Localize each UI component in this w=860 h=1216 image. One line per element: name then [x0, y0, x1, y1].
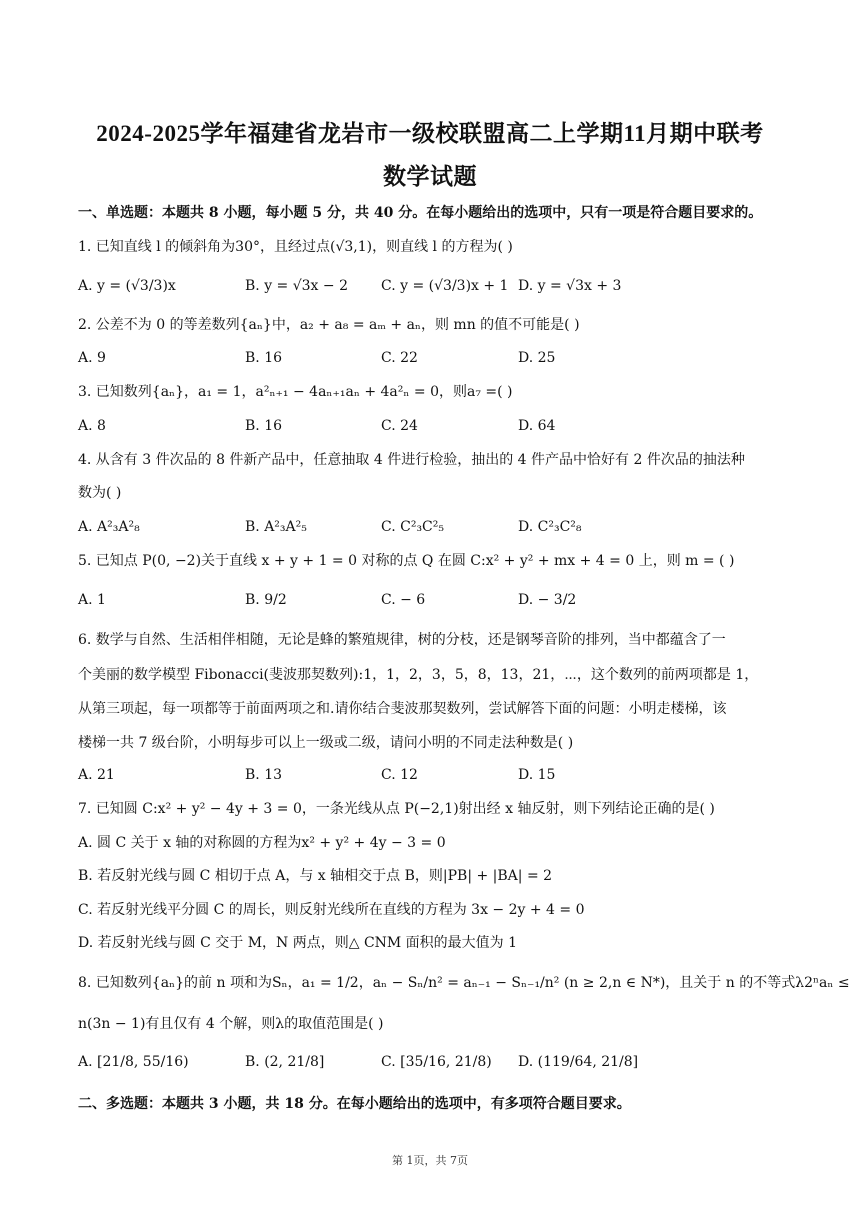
question-1-option-c: C. y = (√3/3)x + 1	[381, 278, 509, 294]
question-8-option-c: C. [35/16, 21/8)	[381, 1054, 492, 1070]
question-3-stem: 3. 已知数列{aₙ}，a₁ = 1，a²ₙ₊₁ − 4aₙ₊₁aₙ + 4a²ₙ = 0，则a₇ =( )	[78, 384, 513, 400]
question-8-option-b: B. (2, 21/8]	[245, 1054, 325, 1070]
question-1-option-d: D. y = √3x + 3	[518, 278, 622, 294]
question-5-option-c: C. − 6	[381, 592, 426, 608]
question-7-option-b: B. 若反射光线与圆 C 相切于点 A，与 x 轴相交于点 B，则|PB| + |BA| = 2	[78, 868, 553, 884]
question-3-option-c: C. 24	[381, 418, 418, 434]
question-4-option-a: A. A²₃A²₈	[78, 519, 140, 535]
question-2-option-c: C. 22	[381, 350, 418, 366]
question-6-option-c: C. 12	[381, 767, 418, 783]
question-5-option-d: D. − 3/2	[518, 592, 577, 608]
question-2-stem: 2. 公差不为 0 的等差数列{aₙ}中，a₂ + a₈ = aₘ + aₙ，则 mn 的值不可能是( )	[78, 317, 580, 333]
question-6-stem-line-1: 6. 数学与自然、生活相伴相随，无论是蜂的繁殖规律，树的分枝，还是钢琴音阶的排列，当中都蕴含了一	[78, 632, 726, 648]
question-4-stem-line-2: 数为( )	[78, 485, 122, 501]
question-1-option-a: A. y = (√3/3)x	[78, 278, 176, 294]
question-5-stem: 5. 已知点 P(0, −2)关于直线 x + y + 1 = 0 对称的点 Q 在圆 C:x² + y² + mx + 4 = 0 上，则 m = ( )	[78, 553, 735, 569]
question-1-option-b: B. y = √3x − 2	[245, 278, 348, 294]
question-2-option-d: D. 25	[518, 350, 556, 366]
page-footer: 第 1页，共 7页	[392, 1154, 468, 1167]
question-8-option-d: D. (119/64, 21/8]	[518, 1054, 639, 1070]
page-subtitle: 数学试题	[383, 164, 477, 189]
question-7-option-d: D. 若反射光线与圆 C 交于 M，N 两点，则△ CNM 面积的最大值为 1	[78, 935, 518, 951]
question-8-stem-line-1: 8. 已知数列{aₙ}的前 n 项和为Sₙ，a₁ = 1/2，aₙ − Sₙ/n² = aₙ₋₁ − Sₙ₋₁/n² (n ≥ 2,n ∈ N*)，且关于 n 的不等式λ2ⁿaₙ ≤	[78, 975, 850, 991]
section-heading-single-choice: 一、单选题：本题共 8 小题，每小题 5 分，共 40 分。在每小题给出的选项中，只有一项是符合题目要求的。	[78, 205, 763, 221]
question-7-option-a: A. 圆 C 关于 x 轴的对称圆的方程为x² + y² + 4y − 3 = 0	[78, 835, 446, 851]
question-4-stem-line-1: 4. 从含有 3 件次品的 8 件新产品中，任意抽取 4 件进行检验，抽出的 4 件产品中恰好有 2 件次品的抽法种	[78, 452, 745, 468]
question-3-option-a: A. 8	[78, 418, 106, 434]
question-2-option-a: A. 9	[78, 350, 106, 366]
question-8-stem-line-2: n(3n − 1)有且仅有 4 个解，则λ的取值范围是( )	[78, 1016, 384, 1032]
question-4-option-b: B. A²₃A²₅	[245, 519, 307, 535]
question-5-option-b: B. 9/2	[245, 592, 287, 608]
question-6-option-a: A. 21	[78, 767, 115, 783]
question-5-option-a: A. 1	[78, 592, 106, 608]
question-3-option-b: B. 16	[245, 418, 283, 434]
question-6-option-b: B. 13	[245, 767, 283, 783]
question-6-stem-line-3: 从第三项起，每一项都等于前面两项之和.请你结合斐波那契数列，尝试解答下面的问题：小明走楼梯，该	[78, 701, 727, 717]
question-7-option-c: C. 若反射光线平分圆 C 的周长，则反射光线所在直线的方程为 3x − 2y + 4 = 0	[78, 902, 585, 918]
page-title: 2024-2025学年福建省龙岩市一级校联盟高二上学期11月期中联考	[96, 121, 764, 146]
question-1-stem: 1. 已知直线 l 的倾斜角为30°，且经过点(√3,1)，则直线 l 的方程为( )	[78, 239, 513, 255]
question-7-stem: 7. 已知圆 C:x² + y² − 4y + 3 = 0，一条光线从点 P(−2,1)射出经 x 轴反射，则下列结论正确的是( )	[78, 801, 715, 817]
question-6-option-d: D. 15	[518, 767, 556, 783]
question-8-option-a: A. [21/8, 55/16)	[78, 1054, 189, 1070]
question-3-option-d: D. 64	[518, 418, 556, 434]
question-4-option-d: D. C²₃C²₈	[518, 519, 582, 535]
question-4-option-c: C. C²₃C²₅	[381, 519, 444, 535]
section-heading-multiple-choice: 二、多选题：本题共 3 小题，共 18 分。在每小题给出的选项中，有多项符合题目要求。	[78, 1096, 631, 1112]
question-6-stem-line-4: 楼梯一共 7 级台阶，小明每步可以上一级或二级，请问小明的不同走法种数是( )	[78, 735, 574, 751]
question-2-option-b: B. 16	[245, 350, 283, 366]
question-6-stem-line-2: 个美丽的数学模型 Fibonacci(斐波那契数列):1，1，2，3，5，8，13，21，⋯，这个数列的前两项都是 1，	[78, 667, 759, 683]
